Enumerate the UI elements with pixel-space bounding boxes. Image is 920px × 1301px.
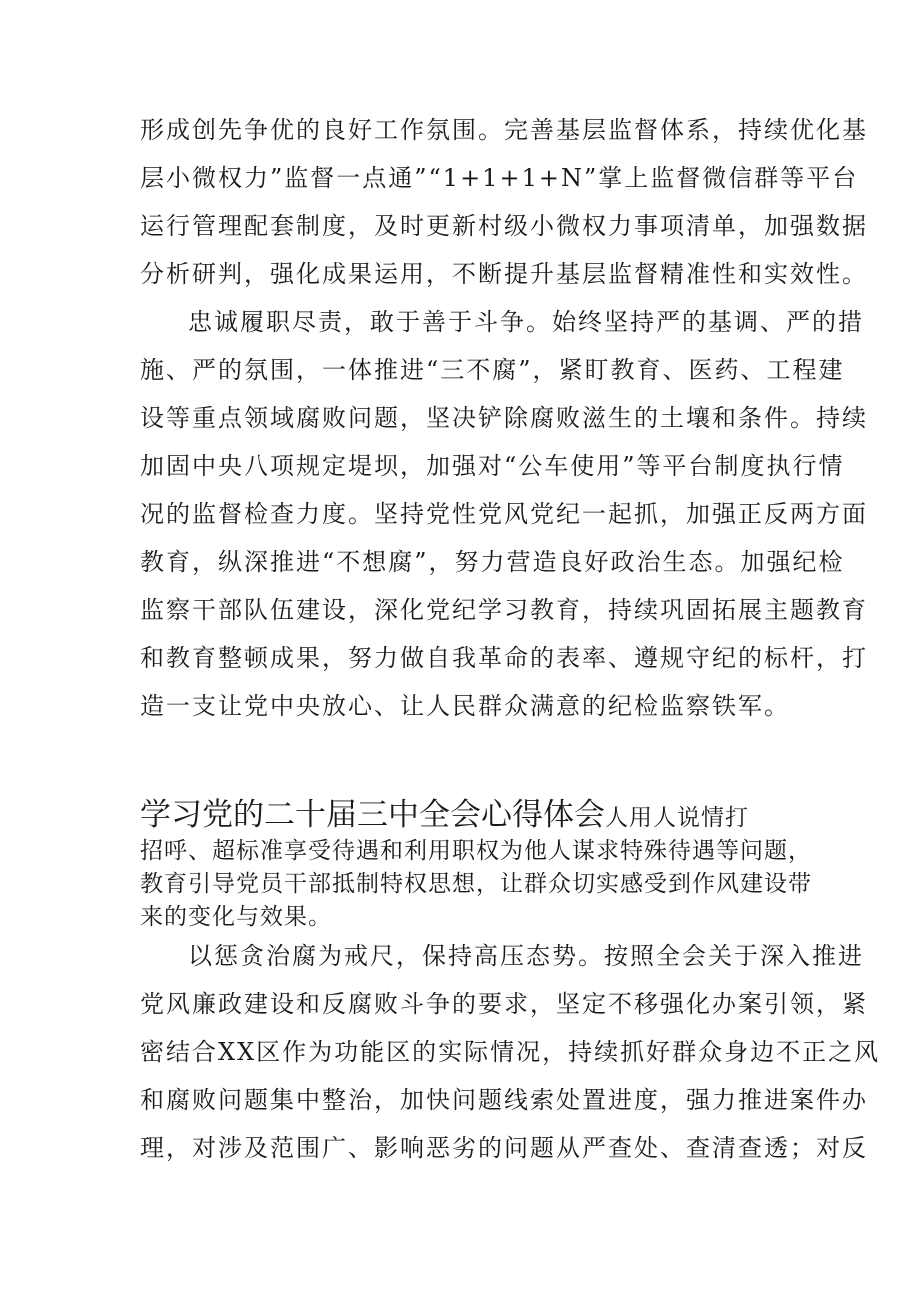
text-line: 理，对涉及范围广、影响恶劣的问题从严查处、查清查透；对反 — [140, 1134, 868, 1162]
text-line: 密结合XX区作为功能区的实际情况，持续抓好群众身边不正之风 — [140, 1038, 881, 1066]
section-title: 学习党的二十届三中全会心得体会 — [140, 797, 605, 833]
text-line: 以惩贪治腐为戒尺，保持高压态势。按照全会关于深入推进 — [188, 942, 864, 970]
text-line: 忠诚履职尽责，敢于善于斗争。始终坚持严的基调、严的措 — [188, 308, 864, 336]
paragraph-loyal-duty — [140, 298, 868, 730]
text-line: 和教育整顿成果，努力做自我革命的表率、遵规守纪的标杆，打 — [140, 644, 868, 672]
text-line: 设等重点领域腐败问题，坚决铲除腐败滋生的土壤和条件。持续 — [140, 404, 868, 432]
text-line: 加固中央八项规定堤坝，加强对“公车使用”等平台制度执行情 — [140, 452, 845, 480]
text-line: 施、严的氛围，一体推进“三不腐”，紧盯教育、医药、工程建 — [140, 356, 845, 384]
text-line: 监察干部队伍建设，深化党纪学习教育，持续巩固拓展主题教育 — [140, 596, 868, 624]
heading-line — [140, 798, 790, 835]
text-line: 形成创先争优的良好工作氛围。完善基层监督体系，持续优化基 — [140, 116, 868, 144]
text-line: 层小微权力”监督一点通”“1+1+1+N”掌上监督微信群等平台 — [140, 164, 859, 192]
text-line: 造一支让党中央放心、让人民群众满意的纪检监察铁军。 — [140, 692, 790, 720]
text-line: 运行管理配套制度，及时更新村级小微权力事项清单，加强数据 — [140, 212, 868, 240]
paragraph-supervision-system — [140, 106, 868, 298]
text-line: 来的变化与效果。 — [140, 904, 332, 930]
text-line: 况的监督检查力度。坚持党性党风党纪一起抓，加强正反两方面 — [140, 500, 868, 528]
text-line: 党风廉政建设和反腐败斗争的要求，坚定不移强化办案引领，紧 — [140, 990, 868, 1018]
text-line: 分析研判，强化成果运用，不断提升基层监督精准性和实效性。 — [140, 260, 868, 288]
text-line: 教育，纵深推进“不想腐”，努力营造良好政治生态。加强纪检 — [140, 548, 845, 576]
heading-tail-text: 人用人说情打 — [605, 805, 749, 831]
paragraph-anti-corruption — [140, 932, 881, 1172]
section-heading-block — [140, 797, 812, 934]
text-line: 教育引导党员干部抵制特权思想，让群众切实感受到作风建设带 — [140, 871, 812, 897]
text-line: 招呼、超标准享受待遇和利用职权为他人谋求特殊待遇等问题， — [140, 838, 812, 864]
text-line: 和腐败问题集中整治，加快问题线索处置进度，强力推进案件办 — [140, 1086, 868, 1114]
